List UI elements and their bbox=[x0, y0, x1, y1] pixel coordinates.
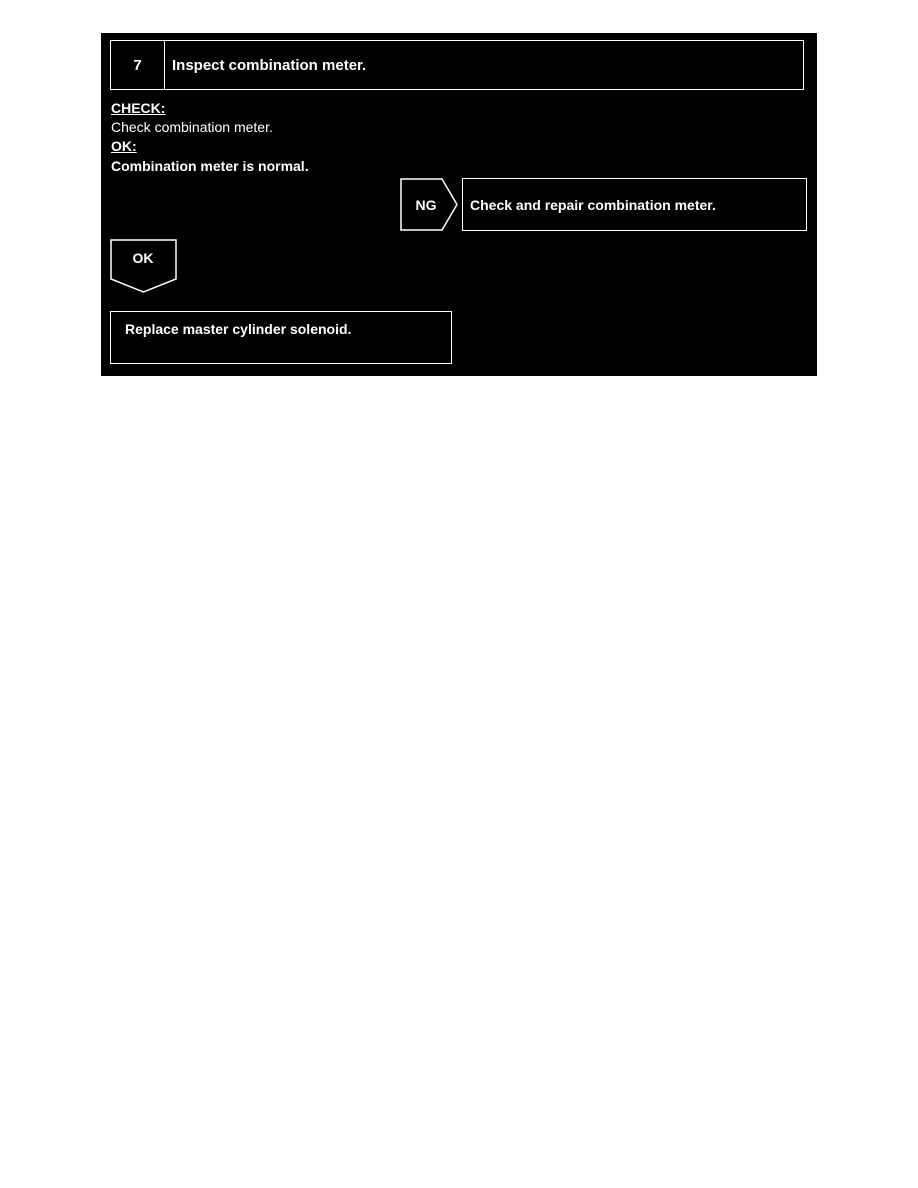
step-header bbox=[110, 40, 804, 90]
ng-label: NG bbox=[415, 196, 437, 213]
ng-action-text: Check and repair combination meter. bbox=[470, 196, 716, 213]
ng-branch-tag bbox=[400, 178, 459, 231]
ok-criteria-heading: OK: bbox=[111, 138, 137, 154]
ok-criteria-text: Combination meter is normal. bbox=[111, 158, 309, 174]
ok-action-box bbox=[110, 311, 452, 364]
diagnostic-step-panel bbox=[101, 33, 817, 376]
ok-action-text: Replace master cylinder solenoid. bbox=[125, 321, 352, 337]
step-number: 7 bbox=[111, 41, 165, 89]
check-text: Check combination meter. bbox=[111, 119, 273, 135]
ng-action-box bbox=[462, 178, 807, 231]
check-heading: CHECK: bbox=[111, 100, 166, 116]
step-title: Inspect combination meter. bbox=[172, 56, 367, 74]
ok-branch-tag bbox=[110, 239, 177, 293]
ok-label: OK bbox=[132, 250, 154, 266]
ok-arrow-shape bbox=[110, 239, 177, 293]
